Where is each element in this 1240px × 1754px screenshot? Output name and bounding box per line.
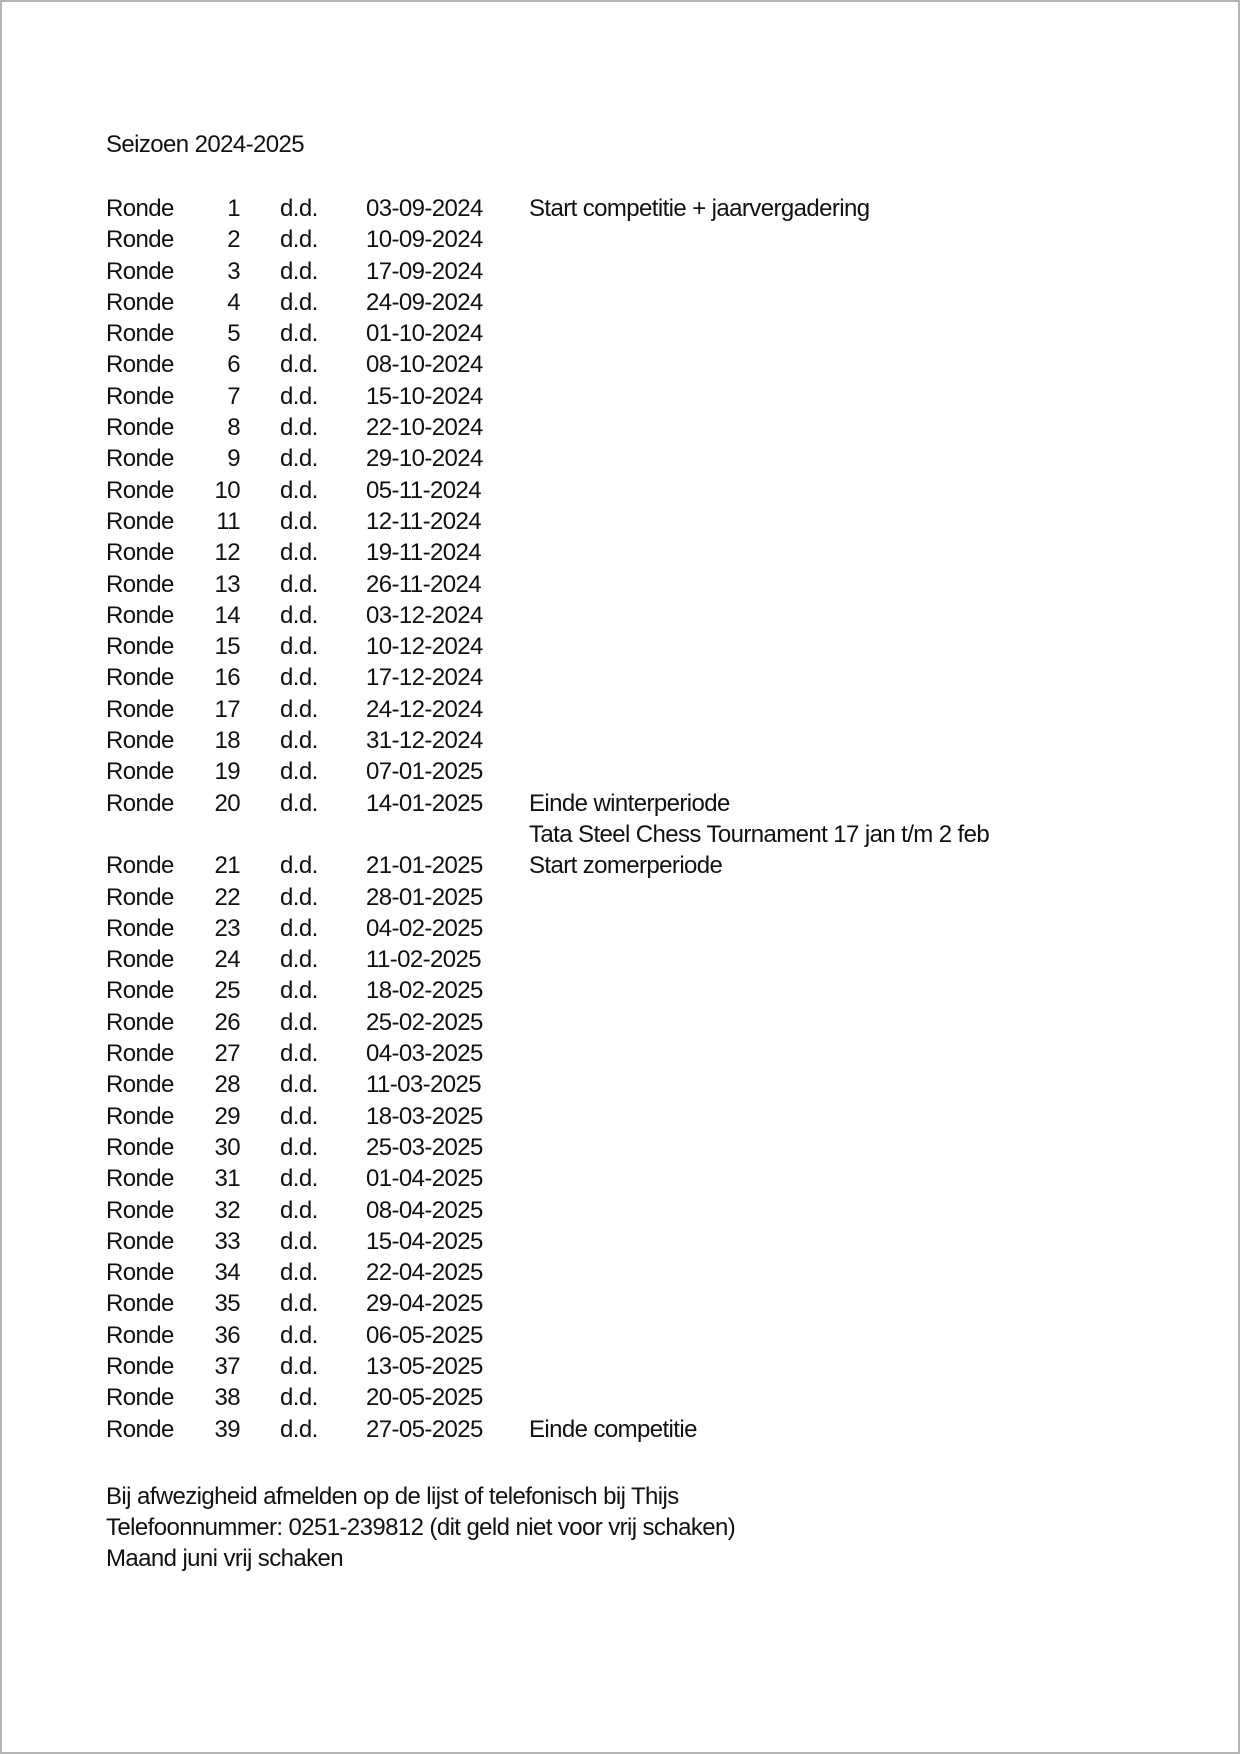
round-number: 39 xyxy=(214,1415,240,1443)
round-label: Ronde xyxy=(106,445,174,473)
date-prefix: d.d. xyxy=(280,664,318,692)
schedule-row xyxy=(106,1257,1106,1288)
round-label: Ronde xyxy=(106,1384,174,1412)
schedule-row xyxy=(106,819,1106,850)
round-date: 04-03-2025 xyxy=(366,1040,483,1068)
round-date: 04-02-2025 xyxy=(366,914,483,942)
date-prefix: d.d. xyxy=(280,1321,318,1349)
date-prefix: d.d. xyxy=(280,1102,318,1130)
round-number: 33 xyxy=(214,1227,240,1255)
round-date: 24-09-2024 xyxy=(366,288,483,316)
date-prefix: d.d. xyxy=(280,1352,318,1380)
schedule-row xyxy=(106,1382,1106,1413)
schedule-row xyxy=(106,1351,1106,1382)
round-number: 30 xyxy=(214,1133,240,1161)
schedule-row xyxy=(106,1069,1106,1100)
round-note: Start zomerperiode xyxy=(529,852,723,880)
round-label: Ronde xyxy=(106,382,174,410)
schedule-row xyxy=(106,412,1106,443)
schedule-row xyxy=(106,1414,1106,1445)
round-number: 25 xyxy=(214,977,240,1005)
round-number: 10 xyxy=(214,476,240,504)
date-prefix: d.d. xyxy=(280,570,318,598)
date-prefix: d.d. xyxy=(280,883,318,911)
schedule-row xyxy=(106,1132,1106,1163)
schedule-row xyxy=(106,662,1106,693)
round-date: 11-02-2025 xyxy=(366,946,481,974)
schedule-row xyxy=(106,1226,1106,1257)
date-prefix: d.d. xyxy=(280,1040,318,1068)
schedule-row xyxy=(106,569,1106,600)
round-label: Ronde xyxy=(106,664,174,692)
round-number: 28 xyxy=(214,1071,240,1099)
round-date: 25-02-2025 xyxy=(366,1008,483,1036)
schedule-row xyxy=(106,725,1106,756)
date-prefix: d.d. xyxy=(280,1133,318,1161)
round-label: Ronde xyxy=(106,914,174,942)
date-prefix: d.d. xyxy=(280,226,318,254)
round-date: 29-04-2025 xyxy=(366,1290,483,1318)
round-date: 03-12-2024 xyxy=(366,601,483,629)
schedule-row xyxy=(106,224,1106,255)
round-label: Ronde xyxy=(106,1133,174,1161)
date-prefix: d.d. xyxy=(280,1196,318,1224)
date-prefix: d.d. xyxy=(280,1384,318,1412)
round-number: 38 xyxy=(214,1384,240,1412)
round-note: Einde winterperiode xyxy=(529,789,730,817)
round-date: 05-11-2024 xyxy=(366,476,481,504)
round-note: Start competitie + jaarvergadering xyxy=(529,195,870,222)
round-date: 26-11-2024 xyxy=(366,570,481,598)
round-date: 17-12-2024 xyxy=(366,664,483,692)
date-prefix: d.d. xyxy=(280,1165,318,1193)
date-prefix: d.d. xyxy=(280,852,318,880)
schedule-row xyxy=(106,913,1106,944)
round-number: 4 xyxy=(227,288,240,316)
round-label: Ronde xyxy=(106,351,174,379)
date-prefix: d.d. xyxy=(280,414,318,442)
round-number: 35 xyxy=(214,1290,240,1318)
schedule-row xyxy=(106,882,1106,913)
round-date: 15-10-2024 xyxy=(366,382,483,410)
round-label: Ronde xyxy=(106,320,174,348)
round-date: 21-01-2025 xyxy=(366,852,483,880)
date-prefix: d.d. xyxy=(280,445,318,473)
round-number: 2 xyxy=(227,226,240,254)
schedule-row xyxy=(106,1288,1106,1319)
round-date: 01-04-2025 xyxy=(366,1165,483,1193)
round-date: 01-10-2024 xyxy=(366,320,483,348)
round-number: 17 xyxy=(214,695,240,723)
round-date: 22-04-2025 xyxy=(366,1259,483,1287)
round-date: 25-03-2025 xyxy=(366,1133,483,1161)
round-number: 22 xyxy=(214,883,240,911)
round-date: 14-01-2025 xyxy=(366,789,483,817)
round-label: Ronde xyxy=(106,507,174,535)
date-prefix: d.d. xyxy=(280,1415,318,1443)
schedule-row xyxy=(106,193,1106,224)
round-number: 16 xyxy=(214,664,240,692)
round-date: 11-03-2025 xyxy=(366,1071,481,1099)
round-number: 20 xyxy=(214,789,240,817)
footer-line: Bij afwezigheid afmelden op de lijst of telefonisch bij Thijs xyxy=(106,1483,679,1510)
schedule-row xyxy=(106,381,1106,412)
round-label: Ronde xyxy=(106,789,174,817)
round-note: Tata Steel Chess Tournament 17 jan t/m 2 feb xyxy=(529,820,990,848)
date-prefix: d.d. xyxy=(280,195,318,222)
round-label: Ronde xyxy=(106,1008,174,1036)
date-prefix: d.d. xyxy=(280,758,318,786)
schedule-row xyxy=(106,506,1106,537)
round-number: 24 xyxy=(214,946,240,974)
round-label: Ronde xyxy=(106,226,174,254)
schedule-row xyxy=(106,850,1106,881)
round-date: 08-10-2024 xyxy=(366,351,483,379)
round-label: Ronde xyxy=(106,539,174,567)
round-date: 15-04-2025 xyxy=(366,1227,483,1255)
round-label: Ronde xyxy=(106,601,174,629)
round-label: Ronde xyxy=(106,1290,174,1318)
schedule-row xyxy=(106,975,1106,1006)
round-label: Ronde xyxy=(106,570,174,598)
round-label: Ronde xyxy=(106,1352,174,1380)
schedule-row xyxy=(106,1195,1106,1226)
round-label: Ronde xyxy=(106,883,174,911)
round-date: 07-01-2025 xyxy=(366,758,483,786)
schedule-row xyxy=(106,1101,1106,1132)
round-date: 31-12-2024 xyxy=(366,727,483,755)
footer-notes xyxy=(106,1481,735,1574)
round-date: 06-05-2025 xyxy=(366,1321,483,1349)
round-label: Ronde xyxy=(106,852,174,880)
round-label: Ronde xyxy=(106,1196,174,1224)
round-date: 18-02-2025 xyxy=(366,977,483,1005)
round-label: Ronde xyxy=(106,1259,174,1287)
round-date: 24-12-2024 xyxy=(366,695,483,723)
date-prefix: d.d. xyxy=(280,382,318,410)
round-number: 6 xyxy=(227,351,240,379)
round-date: 29-10-2024 xyxy=(366,445,483,473)
date-prefix: d.d. xyxy=(280,476,318,504)
round-number: 23 xyxy=(214,914,240,942)
date-prefix: d.d. xyxy=(280,633,318,661)
round-date: 28-01-2025 xyxy=(366,883,483,911)
schedule-row xyxy=(106,631,1106,662)
round-number: 26 xyxy=(214,1008,240,1036)
round-number: 11 xyxy=(216,507,240,535)
round-number: 34 xyxy=(214,1259,240,1287)
schedule-row xyxy=(106,1038,1106,1069)
date-prefix: d.d. xyxy=(280,1259,318,1287)
round-label: Ronde xyxy=(106,977,174,1005)
date-prefix: d.d. xyxy=(280,977,318,1005)
round-number: 14 xyxy=(214,601,240,629)
date-prefix: d.d. xyxy=(280,601,318,629)
date-prefix: d.d. xyxy=(280,1227,318,1255)
footer-line: Maand juni vrij schaken xyxy=(106,1545,343,1572)
round-label: Ronde xyxy=(106,257,174,285)
schedule-row xyxy=(106,537,1106,568)
date-prefix: d.d. xyxy=(280,507,318,535)
date-prefix: d.d. xyxy=(280,320,318,348)
round-label: Ronde xyxy=(106,1321,174,1349)
round-date: 12-11-2024 xyxy=(366,507,481,535)
round-date: 20-05-2025 xyxy=(366,1384,483,1412)
round-label: Ronde xyxy=(106,414,174,442)
date-prefix: d.d. xyxy=(280,539,318,567)
round-date: 19-11-2024 xyxy=(366,539,481,567)
date-prefix: d.d. xyxy=(280,695,318,723)
date-prefix: d.d. xyxy=(280,351,318,379)
round-number: 15 xyxy=(214,633,240,661)
round-number: 1 xyxy=(227,195,240,222)
schedule-row xyxy=(106,1320,1106,1351)
schedule-table xyxy=(106,193,1106,1445)
round-number: 19 xyxy=(214,758,240,786)
round-date: 03-09-2024 xyxy=(366,195,483,222)
schedule-row xyxy=(106,287,1106,318)
round-number: 29 xyxy=(214,1102,240,1130)
date-prefix: d.d. xyxy=(280,914,318,942)
round-note: Einde competitie xyxy=(529,1415,697,1443)
round-label: Ronde xyxy=(106,1415,174,1443)
schedule-row xyxy=(106,694,1106,725)
schedule-row xyxy=(106,443,1106,474)
round-number: 32 xyxy=(214,1196,240,1224)
round-label: Ronde xyxy=(106,727,174,755)
round-number: 3 xyxy=(227,257,240,285)
date-prefix: d.d. xyxy=(280,1290,318,1318)
round-label: Ronde xyxy=(106,476,174,504)
schedule-row xyxy=(106,1007,1106,1038)
round-number: 31 xyxy=(214,1165,240,1193)
date-prefix: d.d. xyxy=(280,1008,318,1036)
round-date: 22-10-2024 xyxy=(366,414,483,442)
date-prefix: d.d. xyxy=(280,1071,318,1099)
round-number: 9 xyxy=(227,445,240,473)
round-label: Ronde xyxy=(106,288,174,316)
round-label: Ronde xyxy=(106,633,174,661)
schedule-row xyxy=(106,256,1106,287)
schedule-row xyxy=(106,944,1106,975)
round-label: Ronde xyxy=(106,758,174,786)
round-number: 12 xyxy=(214,539,240,567)
round-number: 7 xyxy=(227,382,240,410)
schedule-row xyxy=(106,1163,1106,1194)
round-date: 18-03-2025 xyxy=(366,1102,483,1130)
schedule-row xyxy=(106,475,1106,506)
round-label: Ronde xyxy=(106,1040,174,1068)
round-label: Ronde xyxy=(106,1227,174,1255)
round-label: Ronde xyxy=(106,1071,174,1099)
round-date: 10-09-2024 xyxy=(366,226,483,254)
footer-line: Telefoonnummer: 0251-239812 (dit geld niet voor vrij schaken) xyxy=(106,1514,736,1541)
round-number: 18 xyxy=(214,727,240,755)
schedule-row xyxy=(106,788,1106,819)
round-number: 36 xyxy=(214,1321,240,1349)
round-number: 27 xyxy=(214,1040,240,1068)
date-prefix: d.d. xyxy=(280,257,318,285)
schedule-row xyxy=(106,756,1106,787)
round-label: Ronde xyxy=(106,195,174,222)
date-prefix: d.d. xyxy=(280,727,318,755)
round-label: Ronde xyxy=(106,695,174,723)
round-date: 27-05-2025 xyxy=(366,1415,483,1443)
schedule-row xyxy=(106,600,1106,631)
round-number: 5 xyxy=(227,320,240,348)
round-number: 21 xyxy=(214,852,240,880)
round-label: Ronde xyxy=(106,946,174,974)
date-prefix: d.d. xyxy=(280,288,318,316)
round-date: 08-04-2025 xyxy=(366,1196,483,1224)
round-date: 10-12-2024 xyxy=(366,633,483,661)
round-label: Ronde xyxy=(106,1165,174,1193)
round-number: 13 xyxy=(214,570,240,598)
schedule-row xyxy=(106,349,1106,380)
round-number: 37 xyxy=(214,1352,240,1380)
round-number: 8 xyxy=(227,414,240,442)
date-prefix: d.d. xyxy=(280,789,318,817)
round-date: 13-05-2025 xyxy=(366,1352,483,1380)
date-prefix: d.d. xyxy=(280,946,318,974)
schedule-row xyxy=(106,318,1106,349)
season-title: Seizoen 2024-2025 xyxy=(106,131,304,158)
round-label: Ronde xyxy=(106,1102,174,1130)
round-date: 17-09-2024 xyxy=(366,257,483,285)
